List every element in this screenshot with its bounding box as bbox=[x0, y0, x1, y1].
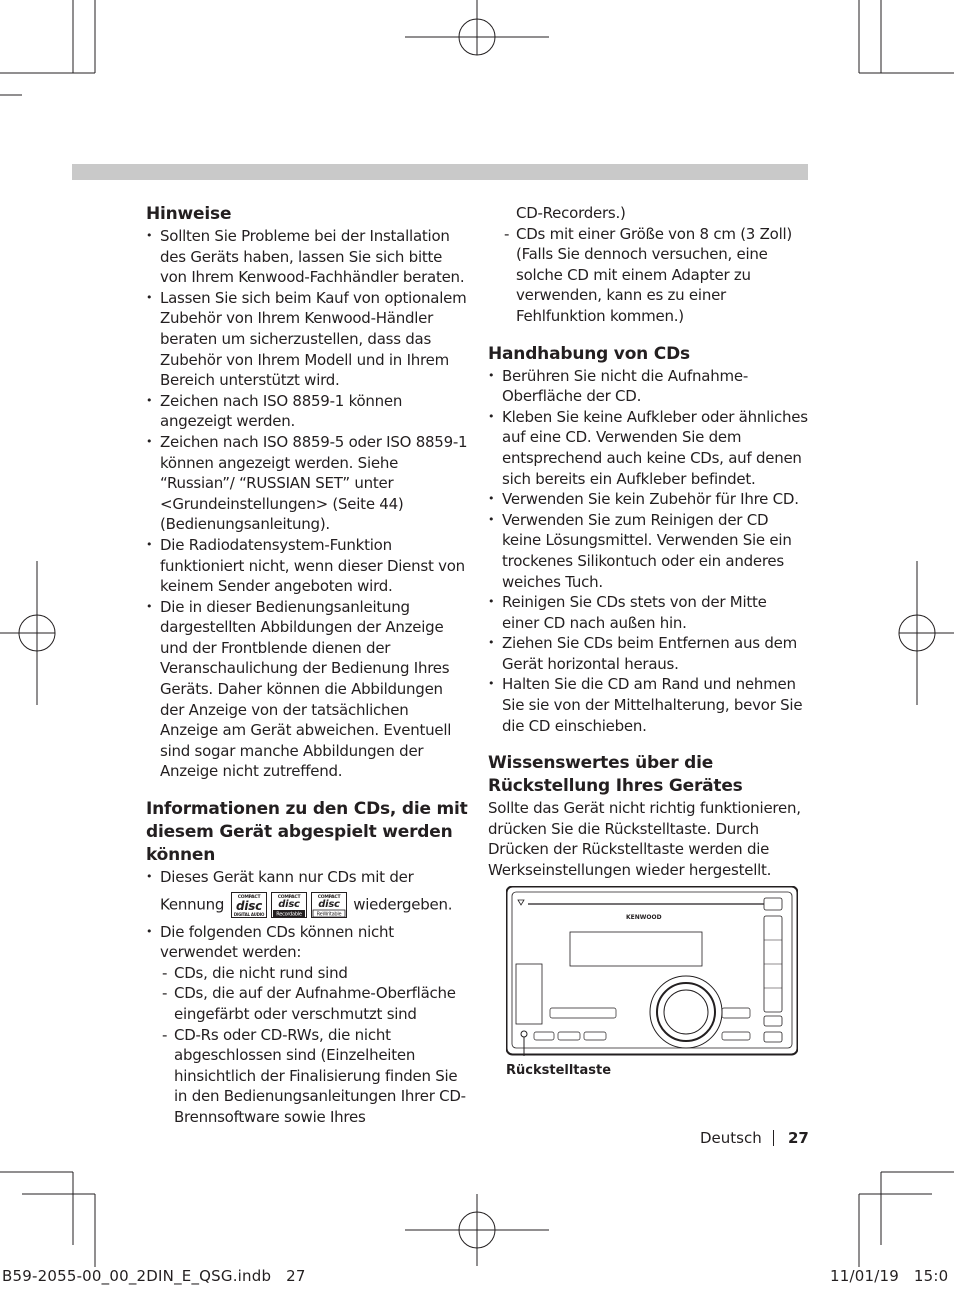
car-stereo-illustration bbox=[506, 886, 798, 1056]
list-item bbox=[146, 922, 468, 1128]
list-item: • Zeichen nach ISO 8859-5 oder ISO 8859-1 können angezeigt werden. Siehe “Russian”/ “RUSSIAN SET” unter <Grundeinstellungen> (Seite 44) (Bedienungsanleitung). bbox=[146, 432, 468, 535]
sub-list-item: - CDs mit einer Größe von 8 cm (3 Zoll) (Falls Sie dennoch versuchen, eine solche CD mit einem Adapter zu verwenden, kann es zu einer Fehlfunktion kommen.) bbox=[502, 224, 808, 327]
handhabung-heading: Handhabung von CDs bbox=[488, 343, 690, 364]
list-item: • Halten Sie die CD am Rand und nehmen Sie sie von der Mittelhalterung, bevor Sie die CD einschieben. bbox=[488, 674, 808, 736]
logo-rewritable-text: ReWritable bbox=[316, 911, 341, 918]
page-number: 27 bbox=[788, 1129, 809, 1147]
logo-disc-text: disc bbox=[317, 898, 340, 910]
list-item: • Ziehen Sie CDs beim Entfernen aus dem Gerät horizontal heraus. bbox=[488, 633, 808, 674]
figure-caption: Rückstelltaste bbox=[506, 1063, 612, 1078]
list-item: • Reinigen Sie CDs stets von der Mitte einer CD nach außen hin. bbox=[488, 592, 808, 633]
slug-date: 11/01/19 15:0 bbox=[830, 1267, 949, 1285]
hinweise-list bbox=[146, 226, 468, 782]
sub-list-item: - CDs, die nicht rund sind bbox=[160, 963, 468, 984]
cds-item1-kennung: Kennung bbox=[160, 895, 225, 914]
logo-compact-text: COMPACT bbox=[237, 894, 260, 900]
footer-divider bbox=[773, 1130, 774, 1146]
slug-filename: B59-2055-00_00_2DIN_E_QSG.indb 27 bbox=[2, 1267, 306, 1285]
cds-heading: Informationen zu den CDs, die mit diesem Gerät abgespielt werden können bbox=[146, 799, 468, 866]
compact-disc-digital-audio-logo bbox=[231, 892, 267, 918]
device-figure bbox=[506, 886, 798, 1056]
sub-list-item: - CD-Rs oder CD-RWs, die nicht abgeschlossen sind (Einzelheiten hinsichtlich der Finalisierung finden Sie in den Bedienungsanleitungen Ihrer CD-Brennsoftware sowie Ihres bbox=[160, 1025, 468, 1128]
continued-text: CD-Recorders.) bbox=[516, 204, 626, 222]
cds-sub-list bbox=[160, 963, 468, 1128]
logo-compact-text: COMPACT bbox=[317, 894, 340, 900]
cds-item2-text: Die folgenden CDs können nicht verwendet werden: bbox=[160, 922, 394, 962]
list-item: • Die in dieser Bedienungsanleitung dargestellten Abbildungen der Anzeige und der Frontblende dienen der Veranschaulichung der Bedienung Ihres Geräts. Daher können die Abbildungen der Anzeige von der tatsächlichen Anzeige am Gerät abweichen. Eventuell sind sogar manche Abbildungen der Anzeige nicht zutreffend. bbox=[146, 597, 468, 782]
compact-disc-logos bbox=[229, 894, 354, 918]
list-item: • Kleben Sie keine Aufkleber oder ähnliches auf eine CD. Verwenden Sie dem entsprechend auch keine CDs, auf denen sich bereits ein Aufkleber befindet. bbox=[488, 407, 808, 489]
reset-paragraph: Sollte das Gerät nicht richtig funktionieren, drücken Sie die Rückstelltaste. Durch Drücken der Rückstelltaste werden die Werkseinstellungen wieder hergestellt. bbox=[488, 799, 801, 880]
list-item: • Die Radiodatensystem-Funktion funktioniert nicht, wenn dieser Dienst von keinem Sender angeboten wird. bbox=[146, 535, 468, 597]
sub-list-item: - CDs, die auf der Aufnahme-Oberfläche eingefärbt oder verschmutzt sind bbox=[160, 983, 468, 1024]
cds-item1-end: wiedergeben. bbox=[353, 895, 453, 914]
compact-disc-recordable-logo bbox=[271, 892, 307, 918]
cds-item1-text: Dieses Gerät kann nur CDs mit der bbox=[160, 868, 414, 887]
header-bar bbox=[72, 164, 808, 180]
right-column bbox=[488, 203, 808, 881]
device-brand: KENWOOD bbox=[626, 914, 662, 921]
handhabung-list bbox=[488, 366, 808, 737]
reset-heading: Wissenswertes über die Rückstellung Ihres Gerätes bbox=[488, 753, 743, 797]
logo-digital-audio-text: DIGITAL AUDIO bbox=[233, 911, 264, 917]
list-item: • Berühren Sie nicht die Aufnahme-Oberfläche der CD. bbox=[488, 366, 808, 407]
list-item: • Sollten Sie Probleme bei der Installation des Geräts haben, lassen Sie sich bitte von Ihrem Kenwood-Fachhändler beraten. bbox=[146, 226, 468, 288]
compact-disc-rewritable-logo bbox=[311, 892, 347, 918]
list-item: • Verwenden Sie kein Zubehör für Ihre CD. bbox=[488, 489, 808, 510]
logo-disc-text: disc bbox=[235, 898, 262, 913]
logo-compact-text: COMPACT bbox=[277, 894, 300, 900]
left-column bbox=[146, 203, 468, 1128]
logo-recordable-text: Recordable bbox=[275, 911, 302, 918]
footer-language: Deutsch bbox=[700, 1129, 762, 1147]
list-item bbox=[146, 867, 468, 918]
list-item: • Lassen Sie sich beim Kauf von optionalem Zubehör von Ihrem Kenwood-Händler beraten um sicherzustellen, dass das Zubehör von Ihrem Modell und in Ihrem Bereich unterstützt wird. bbox=[146, 288, 468, 391]
list-item: • Verwenden Sie zum Reinigen der CD keine Lösungsmittel. Verwenden Sie ein trockenes Silikontuch oder ein anderes weiches Tuch. bbox=[488, 510, 808, 592]
list-item: • Zeichen nach ISO 8859-1 können angezeigt werden. bbox=[146, 391, 468, 432]
cds-list bbox=[146, 867, 468, 1128]
hinweise-heading: Hinweise bbox=[146, 204, 232, 224]
continued-list bbox=[488, 224, 808, 327]
logo-disc-text: disc bbox=[277, 898, 300, 910]
